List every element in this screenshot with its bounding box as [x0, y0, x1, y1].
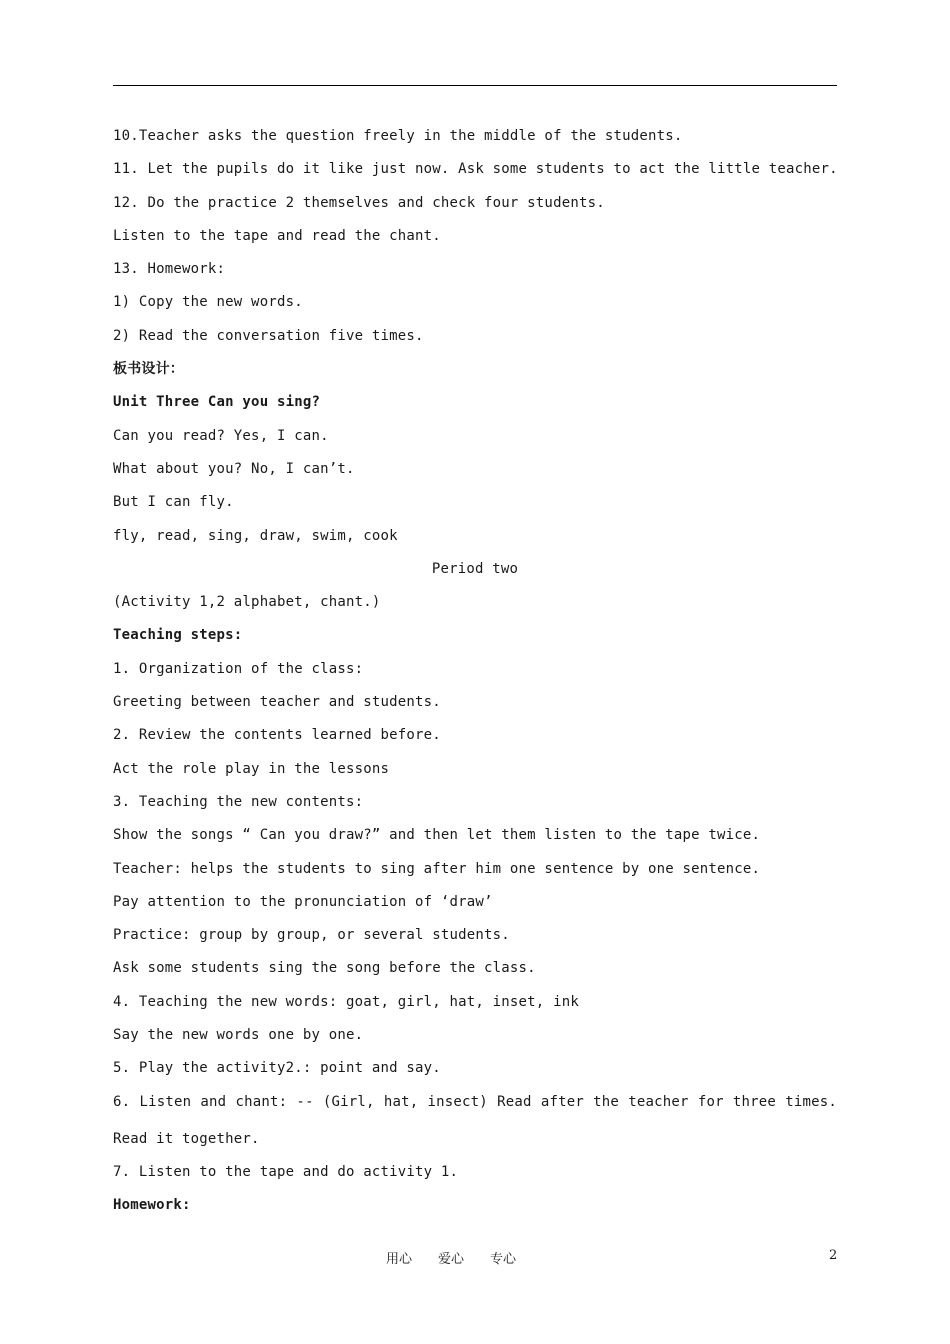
section-heading: Homework: [113, 1197, 191, 1214]
text-line: Listen to the tape and read the chant. [113, 227, 441, 244]
text-line: Say the new words one by one. [113, 1027, 364, 1044]
text-line: Ask some students sing the song before the class. [113, 960, 536, 977]
section-heading: 板书设计： [113, 361, 184, 378]
text-line: Act the role play in the lessons [113, 760, 390, 777]
text-line: 4. Teaching the new words: goat, girl, hat, inset, ink [113, 993, 579, 1010]
unit-title: Unit Three Can you sing? [113, 394, 321, 411]
page-number: 2 [829, 1248, 838, 1263]
text-line: Practice: group by group, or several students. [113, 927, 510, 944]
text-line: Greeting between teacher and students. [113, 694, 441, 711]
text-line: 6. Listen and chant: -- (Girl, hat, insect) Read after the teacher for three times. [113, 1093, 837, 1110]
text-line: Show the songs “ Can you draw?” and then let them listen to the tape twice. [113, 827, 761, 844]
period-title: Period two [431, 560, 519, 577]
text-line: But I can fly. [113, 494, 234, 511]
text-line: 11. Let the pupils do it like just now. Ask some students to act the little teacher. [113, 161, 838, 178]
text-line: Read it together. [113, 1130, 260, 1147]
footer-word: 专心 [490, 1252, 517, 1267]
footer-motto [386, 1248, 542, 1267]
footer-word: 用心 [386, 1252, 413, 1267]
text-line: 7. Listen to the tape and do activity 1. [113, 1163, 459, 1180]
text-line: 3. Teaching the new contents: [113, 793, 364, 810]
text-line: 1. Organization of the class: [113, 660, 364, 677]
text-line: (Activity 1,2 alphabet, chant.) [113, 594, 381, 611]
text-line: What about you? No, I can’t. [113, 460, 355, 477]
text-line: 5. Play the activity2.: point and say. [113, 1060, 441, 1077]
header-rule [113, 85, 837, 86]
text-line: Teacher: helps the students to sing after him one sentence by one sentence. [113, 860, 761, 877]
text-line: 2. Review the contents learned before. [113, 727, 441, 744]
text-line: 13. Homework: [113, 261, 226, 278]
text-line: Pay attention to the pronunciation of ‘draw’ [113, 893, 493, 910]
footer-word: 爱心 [438, 1252, 465, 1267]
text-line: fly, read, sing, draw, swim, cook [113, 527, 398, 544]
text-line: 2) Read the conversation five times. [113, 327, 424, 344]
text-line: Can you read? Yes, I can. [113, 427, 329, 444]
document-body [113, 126, 837, 1229]
text-line: 10.Teacher asks the question freely in the middle of the students. [113, 128, 683, 144]
text-line: 12. Do the practice 2 themselves and check four students. [113, 194, 605, 211]
section-heading: Teaching steps: [113, 627, 243, 644]
text-line: 1) Copy the new words. [113, 294, 303, 311]
